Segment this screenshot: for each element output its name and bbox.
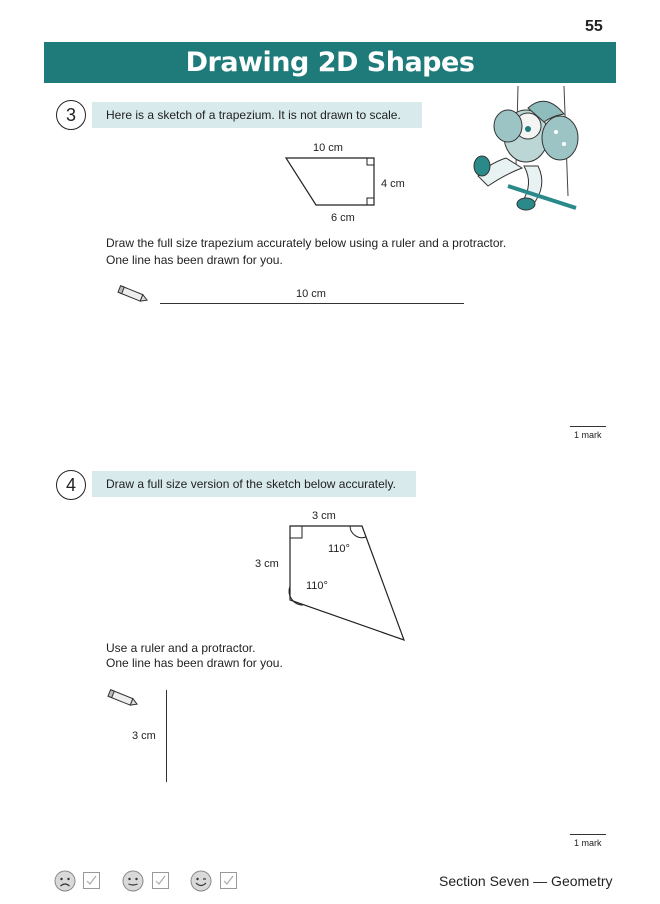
q4-left-angle-label: 110° — [306, 580, 328, 592]
q3-instruction-line-2: One line has been drawn for you. — [106, 253, 283, 267]
q4-instruction-line-2: One line has been drawn for you. — [106, 656, 283, 670]
q4-instruction-line-1: Use a ruler and a protractor. — [106, 641, 256, 655]
sad-checkbox[interactable] — [83, 872, 100, 889]
neutral-checkbox[interactable] — [152, 872, 169, 889]
q4-top-angle-label: 110° — [328, 543, 350, 555]
q3-side-length-label: 4 cm — [381, 178, 405, 190]
check-icon — [153, 873, 168, 888]
q3-instruction-line-1: Draw the full size trapezium accurately below using a ruler and a protractor. — [106, 236, 507, 250]
question-number-4: 4 — [56, 470, 86, 500]
happy-checkbox[interactable] — [220, 872, 237, 889]
q3-top-length-label: 10 cm — [313, 142, 343, 154]
q4-drawn-line-label: 3 cm — [132, 730, 156, 742]
q3-drawn-line — [160, 303, 464, 304]
pencil-icon — [106, 690, 140, 708]
q3-mark-box — [570, 426, 606, 427]
q3-drawn-line-label: 10 cm — [296, 288, 326, 300]
neutral-face-icon[interactable] — [122, 870, 144, 892]
q3-mark-label: 1 mark — [574, 430, 602, 440]
question-number-3: 3 — [56, 100, 86, 130]
happy-face-icon[interactable] — [190, 870, 212, 892]
q3-bottom-length-label: 6 cm — [331, 212, 355, 224]
q4-mark-label: 1 mark — [574, 838, 602, 848]
check-icon — [221, 873, 236, 888]
question-3-prompt: Here is a sketch of a trapezium. It is not drawn to scale. — [92, 102, 422, 128]
q4-side-length-label: 3 cm — [255, 558, 279, 570]
section-footer: Section Seven — Geometry — [439, 873, 613, 889]
page-title: Drawing 2D Shapes — [44, 42, 616, 83]
q4-mark-box — [570, 834, 606, 835]
pencil-icon — [116, 286, 150, 304]
clown-on-swing-illustration — [468, 86, 586, 214]
q4-drawn-line — [166, 690, 167, 782]
check-icon — [84, 873, 99, 888]
q4-top-length-label: 3 cm — [312, 510, 336, 522]
sad-face-icon[interactable] — [54, 870, 76, 892]
page-number: 55 — [585, 18, 603, 35]
question-4-prompt: Draw a full size version of the sketch below accurately. — [92, 471, 416, 497]
quadrilateral-sketch — [286, 522, 408, 646]
